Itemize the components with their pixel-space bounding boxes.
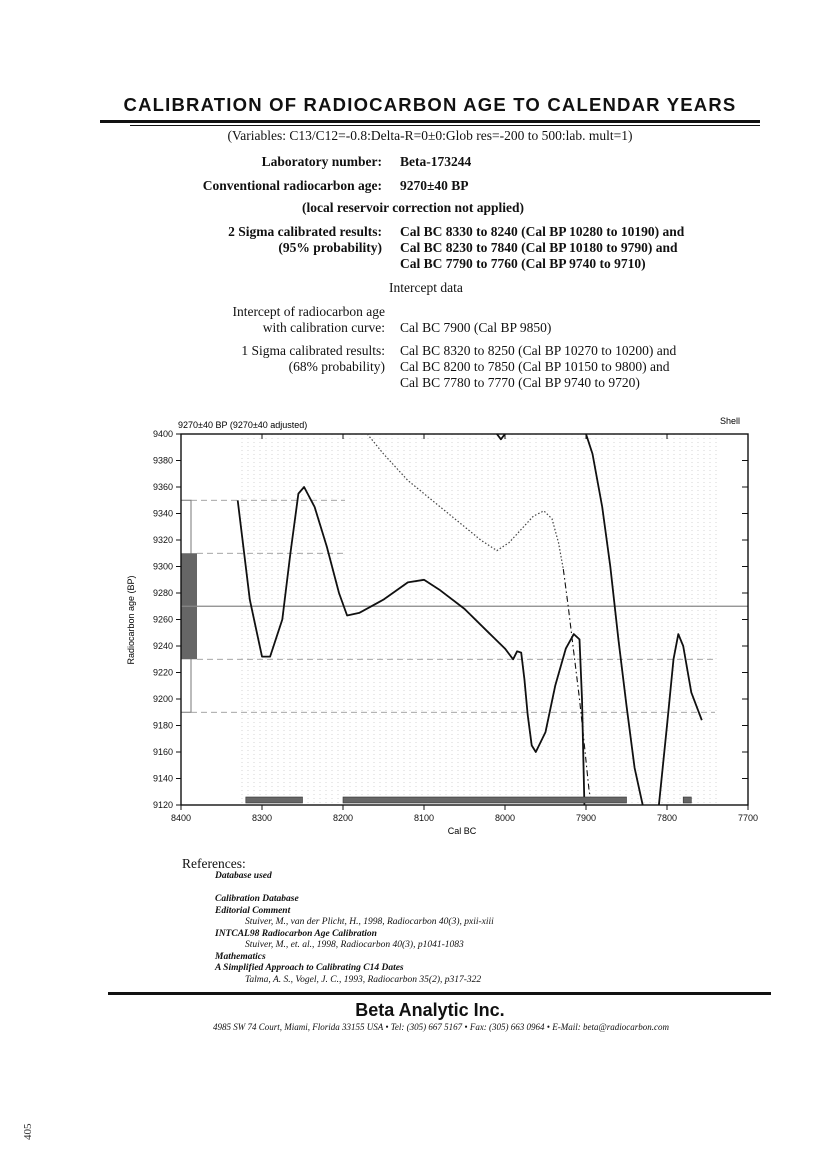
- y-tick-label: 9340: [152, 508, 173, 519]
- y-tick-label: 9220: [152, 667, 173, 678]
- one-sigma-result-1: Cal BC 8320 to 8250 (Cal BP 10270 to 10200) and: [400, 343, 677, 358]
- calibration-curve: [659, 634, 702, 805]
- y-tick-label: 9400: [152, 429, 173, 439]
- calibration-curve: [367, 434, 563, 569]
- lab-number-value: Beta-173244: [400, 154, 472, 169]
- one-sigma-result-2: Cal BC 8200 to 7850 (Cal BP 10150 to 9800) and: [400, 359, 670, 374]
- reference-line: Talma, A. S., Vogel, J. C., 1993, Radiocarbon 35(2), p317-322: [245, 974, 482, 985]
- reference-line: Database used: [215, 871, 272, 881]
- y-tick-label: 9280: [152, 588, 173, 598]
- x-tick-label: 8000: [494, 813, 516, 823]
- x-tick-label: 8400: [170, 813, 192, 823]
- x-tick-label: 7700: [737, 813, 759, 823]
- intercept-heading: Intercept data: [389, 280, 463, 295]
- conv-age-value: 9270±40 BP: [400, 178, 469, 193]
- intercept-label-1: Intercept of radiocarbon age: [232, 304, 385, 319]
- variables-line: (Variables: C13/C12=-0.8:Delta-R=0±0:Glob res=-200 to 500:lab. mult=1): [227, 128, 633, 143]
- x-tick-label: 7900: [575, 813, 597, 823]
- company-name: Beta Analytic Inc.: [355, 1000, 505, 1020]
- reference-line: INTCAL98 Radiocarbon Age Calibration: [215, 928, 377, 939]
- y-tick-label: 9160: [152, 747, 173, 757]
- y-axis-label: Radiocarbon age (BP): [126, 575, 136, 665]
- title-rule-thin: [130, 125, 760, 126]
- calibration-curve: [586, 434, 643, 805]
- one-sigma-probability: (68% probability): [288, 359, 385, 374]
- calibration-chart: [0, 405, 826, 845]
- y-tick-label: 9260: [152, 614, 173, 625]
- range-bar: [246, 797, 303, 803]
- two-sigma-probability: (95% probability): [278, 240, 382, 255]
- company-address: 4985 SW 74 Court, Miami, Florida 33155 USA • Tel: (305) 667 5167 • Fax: (305) 663 0964 • E-Mail: beta@radiocarbon.com: [213, 1022, 669, 1032]
- x-tick-label: 7800: [656, 813, 678, 823]
- x-tick-label: 8100: [413, 813, 435, 823]
- y-tick-label: 9380: [152, 455, 173, 466]
- range-bar: [343, 797, 627, 803]
- reference-line: Mathematics: [215, 951, 266, 962]
- intercept-value: Cal BC 7900 (Cal BP 9850): [400, 320, 552, 335]
- y-tick-label: 9120: [152, 800, 173, 810]
- conv-age-label: Conventional radiocarbon age:: [202, 178, 382, 193]
- title-rule: [100, 120, 760, 123]
- intercept-label-2: with calibration curve:: [262, 320, 385, 335]
- reference-line: Calibration Database: [215, 894, 299, 904]
- x-tick-label: 8200: [332, 813, 354, 823]
- reference-line: A Simplified Approach to Calibrating C14 Dates: [215, 963, 404, 973]
- page-title: CALIBRATION OF RADIOCARBON AGE TO CALENDAR YEARS: [123, 94, 737, 115]
- footer-rule: [108, 992, 771, 995]
- y-tick-label: 9200: [152, 694, 173, 704]
- reference-line: Stuiver, M., et. al., 1998, Radiocarbon 40(3), p1041-1083: [245, 940, 464, 950]
- one-sigma-result-3: Cal BC 7780 to 7770 (Cal BP 9740 to 9720): [400, 375, 640, 390]
- calibration-curve: [497, 434, 505, 439]
- y-tick-label: 9300: [152, 561, 173, 572]
- calibration-curve: [563, 569, 592, 805]
- y-tick-label: 9180: [152, 720, 173, 731]
- range-bar: [683, 797, 691, 803]
- x-axis-label: Cal BC: [447, 826, 477, 836]
- reference-line: Stuiver, M., van der Plicht, H., 1998, Radiocarbon 40(3), pxii-xiii: [245, 917, 494, 927]
- references-heading: References:: [182, 856, 246, 871]
- y-tick-label: 9240: [152, 641, 173, 651]
- y-tick-label: 9320: [152, 535, 173, 545]
- x-tick-label: 8300: [251, 813, 273, 823]
- plot-frame: [181, 434, 748, 805]
- margin-handwriting: 405: [22, 1123, 34, 1140]
- y-tick-label: 9140: [152, 773, 173, 784]
- one-sigma-label: 1 Sigma calibrated results:: [241, 343, 385, 358]
- two-sigma-result-3: Cal BC 7790 to 7760 (Cal BP 9740 to 9710): [400, 256, 646, 271]
- y-tick-label: 9360: [152, 482, 173, 492]
- lab-number-label: Laboratory number:: [261, 154, 382, 169]
- reference-line: Editorial Comment: [215, 905, 291, 916]
- two-sigma-result-1: Cal BC 8330 to 8240 (Cal BP 10280 to 10190) and: [400, 224, 685, 239]
- two-sigma-label: 2 Sigma calibrated results:: [228, 224, 382, 239]
- reservoir-note: (local reservoir correction not applied): [302, 200, 524, 215]
- chart-corner-label: Shell: [719, 416, 740, 426]
- chart-title: 9270±40 BP (9270±40 adjusted): [178, 420, 308, 430]
- two-sigma-result-2: Cal BC 8230 to 7840 (Cal BP 10180 to 9790) and: [400, 240, 678, 255]
